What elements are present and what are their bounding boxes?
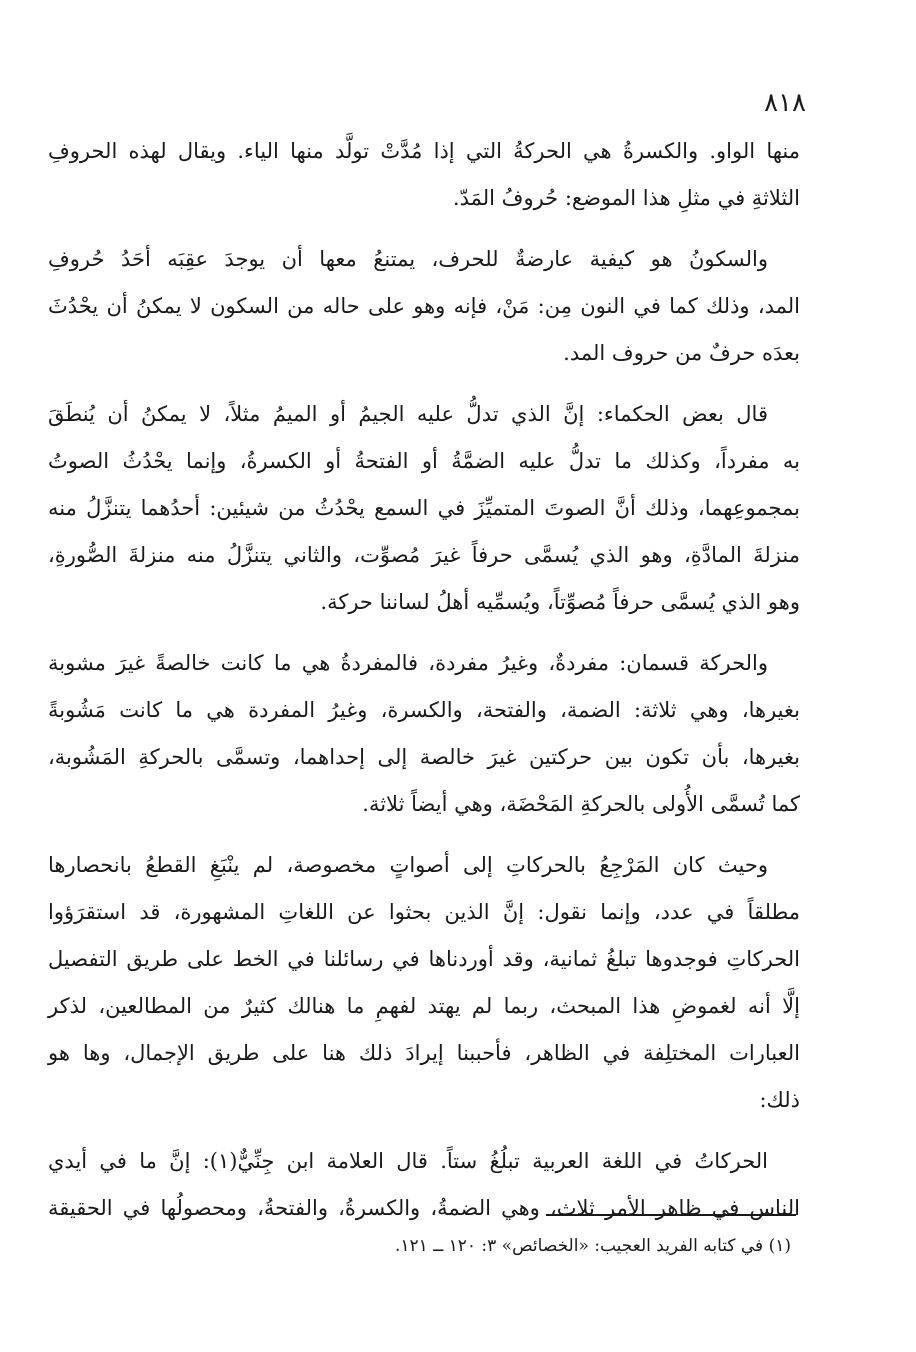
footnote-divider <box>546 1214 796 1216</box>
text-line: الثلاثةِ في مثلِ هذا الموضع: حُروفُ المَدّ. <box>452 186 800 210</box>
page-number: ٨١٨ <box>764 88 806 118</box>
text-line: والحركة قسمان: مفردةٌ، وغيرُ مفردة، فالمفردةُ هي ما كانت خالصةً غيرَ مشوبة <box>48 651 768 675</box>
text-line: العبارات المختلِفة في الظاهر، فأحببنا إيرادَ ذلك هنا على طريق الإجمال، وها هو <box>48 1041 800 1065</box>
paragraph-4 <box>48 640 800 828</box>
text-line: الناس في ظاهر الأمر ثلاث، وهي الضمةُ، والكسرةُ، والفتحةُ، ومحصولُها في الحقيقة <box>48 1196 800 1220</box>
paragraph-1 <box>48 128 800 222</box>
text-line: المد، وذلك كما في النون مِن: مَنْ، فإنه وهو على حاله من السكون لا يمكنُ أن يحْدُثَ <box>48 294 800 318</box>
paragraph-6 <box>48 1138 800 1232</box>
text-line: بغيرها، بأن تكون بين حركتين غيرَ خالصة إلى إحداهما، وتسمَّى بالحركةِ المَشُوبة، <box>48 745 800 769</box>
text-line: ذلك: <box>759 1088 800 1112</box>
text-line: الحركاتُ في اللغة العربية تبلُغُ ستاً. قال العلامة ابن جِنِّيٌّ(١): إنَّ ما في أيدي <box>48 1149 768 1173</box>
text-line: به مفرداً، وكذلك ما تدلُّ عليه الضمَّةُ أو الفتحةُ أو الكسرةُ، وإنما يحْدُثُ الصوتُ <box>48 449 800 473</box>
text-line: إلَّا أنه لغموضِ هذا المبحث، ربما لم يهتد لفهمِ ما هنالك كثيرٌ من المطالعين، لذكر <box>48 994 800 1018</box>
text-line: منها الواو. والكسرةُ هي الحركةُ التي إذا مُدَّتْ تولَّد منها الياء. ويقال لهذه الحروفِ <box>48 139 800 163</box>
text-line: منزلةَ المادَّةِ، وهو الذي يُسمَّى حرفاً غيرَ مُصوِّت، والثاني يتنزَّلُ منه منزلةَ الصُّورةِ، <box>48 543 800 567</box>
text-line: قال بعض الحكماء: إنَّ الذي تدلُّ عليه الجيمُ أو الميمُ مثلاً، لا يمكنُ أن يُنطَقَ <box>48 402 768 426</box>
text-line: بغيرها، وهي ثلاثة: الضمة، والفتحة، والكسرة، وغيرُ المفردة هي ما كانت مَشُوبةً <box>48 698 800 722</box>
text-line: مطلقاً في عدد، وإنما نقول: إنَّ الذين بحثوا عن اللغاتِ المشهورة، قد استقرَؤوا <box>48 900 800 924</box>
paragraph-3 <box>48 391 800 626</box>
paragraph-2 <box>48 236 800 377</box>
text-line: بعدَه حرفٌ من حروف المد. <box>563 341 800 365</box>
paragraph-5 <box>48 842 800 1124</box>
text-line: كما تُسمَّى الأُولى بالحركةِ المَحْضَة، وهي أيضاً ثلاثة. <box>362 792 800 816</box>
text-line: بمجموعِهما، وذلك أنَّ الصوتَ المتميِّزَ في السمع يحْدُثُ من شيئين: أحدُهما يتنزَّلُ منه <box>48 496 800 520</box>
text-line: والسكونُ هو كيفية عارضةٌ للحرف، يمتنعُ معها أن يوجدَ عقِبَه أحَدُ حُروفِ <box>48 247 768 271</box>
footnote: (١) في كتابه الفريد العجيب: «الخصائص» ٣: ١٢٠ ــ ١٢١. <box>395 1236 791 1256</box>
text-line: وهو الذي يُسمَّى حرفاً مُصوِّتاً، ويُسمِّيه أهلُ لساننا حركة. <box>320 590 800 614</box>
text-line: الحركاتِ فوجدوها تبلغُ ثمانية، وقد أوردناها في رسائلنا في الخط على طريق التفصيل <box>48 947 800 971</box>
text-line: وحيث كان المَرْجِعُ بالحركاتِ إلى أصواتٍ مخصوصة، لم ينْبَغِ القطعُ بانحصارها <box>48 853 768 877</box>
main-text <box>48 128 800 1246</box>
